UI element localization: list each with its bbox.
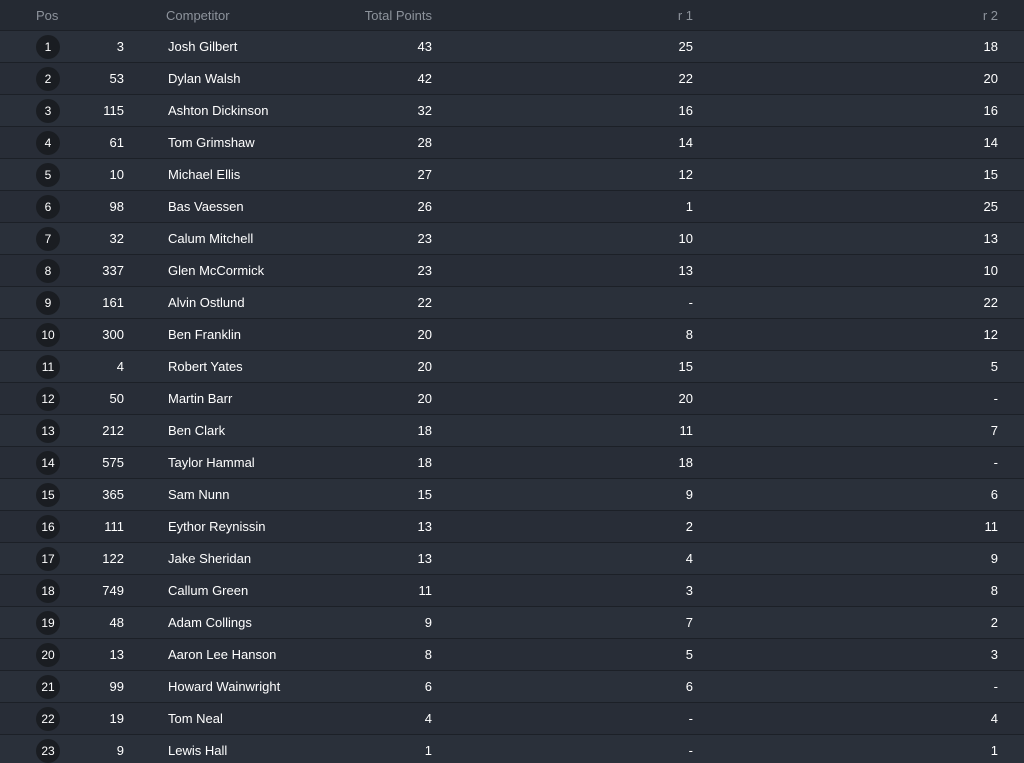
round-2-points: 13 — [983, 231, 998, 246]
round-1-points: 25 — [678, 39, 693, 54]
header-total-points[interactable]: Total Points — [364, 7, 432, 23]
position-badge: 8 — [36, 259, 60, 283]
round-2-points: 5 — [990, 359, 998, 374]
total-points: 22 — [417, 295, 432, 310]
competitor-number: 3 — [116, 39, 124, 54]
round-1-points: 5 — [685, 647, 693, 662]
round-1-points: 11 — [679, 423, 693, 438]
round-2-points: 25 — [983, 199, 998, 214]
total-points: 8 — [424, 647, 432, 662]
competitor-name[interactable]: Calum Mitchell — [168, 231, 254, 246]
competitor-name[interactable]: Ashton Dickinson — [168, 103, 269, 118]
round-2-points: - — [993, 679, 998, 694]
round-1-points: 4 — [685, 551, 693, 566]
total-points: 43 — [417, 39, 432, 54]
competitor-name[interactable]: Josh Gilbert — [168, 39, 238, 54]
total-points: 28 — [417, 135, 432, 150]
pos-cell — [0, 419, 88, 443]
competitor-number: 61 — [109, 135, 124, 150]
competitor-name[interactable]: Howard Wainwright — [168, 679, 281, 694]
pos-cell — [0, 611, 88, 635]
round-2-points: 18 — [983, 39, 998, 54]
table-row[interactable] — [0, 479, 1024, 511]
position-badge: 13 — [36, 419, 60, 443]
round-2-points: 4 — [990, 711, 998, 726]
position-badge: 1 — [36, 35, 60, 59]
header-competitor[interactable]: Competitor — [166, 7, 230, 23]
round-2-points: 14 — [983, 135, 998, 150]
table-row[interactable] — [0, 639, 1024, 671]
competitor-name[interactable]: Alvin Ostlund — [168, 295, 245, 310]
round-2-points: 2 — [990, 615, 998, 630]
pos-cell — [0, 355, 88, 379]
competitor-number: 19 — [109, 711, 124, 726]
total-points: 20 — [417, 391, 432, 406]
position-badge: 21 — [36, 675, 60, 699]
pos-cell — [0, 291, 88, 315]
total-points: 4 — [424, 711, 432, 726]
round-1-points: 18 — [678, 455, 693, 470]
competitor-number: 9 — [116, 743, 124, 758]
round-1-points: 1 — [685, 199, 693, 214]
total-points: 1 — [424, 743, 432, 758]
competitor-number: 10 — [109, 167, 124, 182]
table-row[interactable] — [0, 607, 1024, 639]
position-badge: 19 — [36, 611, 60, 635]
round-1-points: - — [688, 743, 693, 758]
competitor-number: 115 — [103, 103, 124, 118]
total-points: 26 — [417, 199, 432, 214]
total-points: 42 — [417, 71, 432, 86]
round-2-points: - — [993, 455, 998, 470]
total-points: 27 — [417, 167, 432, 182]
pos-cell — [0, 579, 88, 603]
table-row[interactable] — [0, 223, 1024, 255]
competitor-name[interactable]: Tom Neal — [168, 711, 223, 726]
competitor-number: 111 — [104, 519, 124, 534]
competitor-number: 212 — [102, 423, 124, 438]
table-row[interactable] — [0, 671, 1024, 703]
competitor-name[interactable]: Bas Vaessen — [168, 199, 244, 214]
pos-cell — [0, 131, 88, 155]
total-points: 20 — [417, 359, 432, 374]
competitor-number: 48 — [109, 615, 124, 630]
competitor-number: 300 — [102, 327, 124, 342]
table-body — [0, 31, 1024, 763]
table-row[interactable] — [0, 447, 1024, 479]
round-1-points: 12 — [678, 167, 693, 182]
table-row[interactable] — [0, 575, 1024, 607]
header-round-2[interactable]: r 2 — [982, 7, 998, 23]
total-points: 23 — [417, 263, 432, 278]
competitor-name[interactable]: Tom Grimshaw — [168, 135, 255, 150]
competitor-number: 13 — [109, 647, 124, 662]
header-round-1[interactable]: r 1 — [677, 7, 693, 23]
competitor-name[interactable]: Taylor Hammal — [168, 455, 255, 470]
round-2-points: 8 — [990, 583, 998, 598]
table-row[interactable] — [0, 735, 1024, 763]
pos-cell — [0, 483, 88, 507]
total-points: 18 — [417, 423, 432, 438]
position-badge: 15 — [36, 483, 60, 507]
competitor-number: 53 — [109, 71, 124, 86]
pos-cell — [0, 259, 88, 283]
competitor-number: 122 — [102, 551, 124, 566]
round-1-points: 2 — [685, 519, 693, 534]
position-badge: 10 — [36, 323, 60, 347]
table-row[interactable] — [0, 703, 1024, 735]
competitor-number: 32 — [109, 231, 124, 246]
pos-cell — [0, 547, 88, 571]
pos-cell — [0, 163, 88, 187]
round-1-points: 15 — [678, 359, 693, 374]
round-1-points: - — [688, 711, 693, 726]
competitor-name[interactable]: Jake Sheridan — [168, 551, 252, 566]
pos-cell — [0, 35, 88, 59]
round-1-points: 20 — [678, 391, 693, 406]
total-points: 11 — [418, 583, 432, 598]
table-row[interactable] — [0, 543, 1024, 575]
round-1-points: 13 — [678, 263, 693, 278]
competitor-name[interactable]: Michael Ellis — [168, 167, 241, 182]
competitor-name[interactable]: Lewis Hall — [168, 743, 228, 758]
table-row[interactable] — [0, 191, 1024, 223]
position-badge: 17 — [36, 547, 60, 571]
round-1-points: 6 — [685, 679, 693, 694]
position-badge: 6 — [36, 195, 60, 219]
position-badge: 7 — [36, 227, 60, 251]
pos-cell — [0, 99, 88, 123]
competitor-name[interactable]: Martin Barr — [168, 391, 233, 406]
table-row[interactable] — [0, 351, 1024, 383]
round-1-points: 10 — [678, 231, 693, 246]
competitor-name[interactable]: Ben Clark — [168, 423, 226, 438]
round-2-points: 22 — [983, 295, 998, 310]
competitor-number: 161 — [102, 295, 124, 310]
competitor-number: 337 — [102, 263, 124, 278]
competitor-number: 575 — [102, 455, 124, 470]
position-badge: 2 — [36, 67, 60, 91]
table-row[interactable] — [0, 95, 1024, 127]
competitor-number: 50 — [109, 391, 124, 406]
total-points: 6 — [424, 679, 432, 694]
total-points: 20 — [417, 327, 432, 342]
round-2-points: - — [993, 391, 998, 406]
position-badge: 3 — [36, 99, 60, 123]
table-row[interactable] — [0, 63, 1024, 95]
competitor-number: 99 — [109, 679, 124, 694]
table-row[interactable] — [0, 383, 1024, 415]
round-1-points: 8 — [685, 327, 693, 342]
round-1-points: 22 — [678, 71, 693, 86]
position-badge: 23 — [36, 739, 60, 763]
table-row[interactable] — [0, 287, 1024, 319]
total-points: 9 — [424, 615, 432, 630]
position-badge: 12 — [36, 387, 60, 411]
pos-cell — [0, 195, 88, 219]
round-1-points: 14 — [678, 135, 693, 150]
table-row[interactable] — [0, 511, 1024, 543]
competitor-name[interactable]: Dylan Walsh — [168, 71, 241, 86]
round-2-points: 12 — [983, 327, 998, 342]
position-badge: 5 — [36, 163, 60, 187]
table-row[interactable] — [0, 319, 1024, 351]
total-points: 13 — [417, 551, 432, 566]
total-points: 13 — [417, 519, 432, 534]
competitor-number: 365 — [102, 487, 124, 502]
table-row[interactable] — [0, 159, 1024, 191]
position-badge: 9 — [36, 291, 60, 315]
round-1-points: 3 — [685, 583, 693, 598]
competitor-number: 98 — [109, 199, 124, 214]
round-1-points: 16 — [678, 103, 693, 118]
round-2-points: 9 — [990, 551, 998, 566]
total-points: 32 — [417, 103, 432, 118]
competitor-number: 4 — [116, 359, 124, 374]
table-row[interactable] — [0, 255, 1024, 287]
position-badge: 4 — [36, 131, 60, 155]
round-2-points: 10 — [983, 263, 998, 278]
pos-cell — [0, 387, 88, 411]
competitor-name[interactable]: Adam Collings — [168, 615, 252, 630]
table-header — [0, 0, 1024, 31]
round-1-points: - — [688, 295, 693, 310]
round-2-points: 16 — [983, 103, 998, 118]
total-points: 15 — [417, 487, 432, 502]
round-2-points: 6 — [990, 487, 998, 502]
total-points: 18 — [417, 455, 432, 470]
competitor-name[interactable]: Ben Franklin — [168, 327, 241, 342]
pos-cell — [0, 451, 88, 475]
pos-cell — [0, 643, 88, 667]
pos-cell — [0, 707, 88, 731]
table-row[interactable] — [0, 31, 1024, 63]
total-points: 23 — [417, 231, 432, 246]
round-2-points: 7 — [990, 423, 998, 438]
competitor-name[interactable]: Glen McCormick — [168, 263, 265, 278]
position-badge: 11 — [36, 355, 60, 379]
pos-cell — [0, 67, 88, 91]
competitor-name[interactable]: Eythor Reynissin — [168, 519, 266, 534]
pos-cell — [0, 323, 88, 347]
round-1-points: 7 — [685, 615, 693, 630]
pos-cell — [0, 227, 88, 251]
round-2-points: 20 — [983, 71, 998, 86]
header-pos[interactable]: Pos — [36, 7, 59, 23]
pos-cell — [0, 739, 88, 763]
competitor-name[interactable]: Robert Yates — [168, 359, 243, 374]
position-badge: 16 — [36, 515, 60, 539]
competitor-name[interactable]: Callum Green — [168, 583, 249, 598]
pos-cell — [0, 675, 88, 699]
round-2-points: 1 — [990, 743, 998, 758]
competitor-name[interactable]: Aaron Lee Hanson — [168, 647, 277, 662]
position-badge: 18 — [36, 579, 60, 603]
competitor-name[interactable]: Sam Nunn — [168, 487, 230, 502]
competitor-number: 749 — [102, 583, 124, 598]
round-2-points: 3 — [990, 647, 998, 662]
round-2-points: 15 — [983, 167, 998, 182]
table-row[interactable] — [0, 415, 1024, 447]
round-2-points: 11 — [984, 519, 998, 534]
position-badge: 20 — [36, 643, 60, 667]
position-badge: 14 — [36, 451, 60, 475]
pos-cell — [0, 515, 88, 539]
round-1-points: 9 — [685, 487, 693, 502]
position-badge: 22 — [36, 707, 60, 731]
table-row[interactable] — [0, 127, 1024, 159]
